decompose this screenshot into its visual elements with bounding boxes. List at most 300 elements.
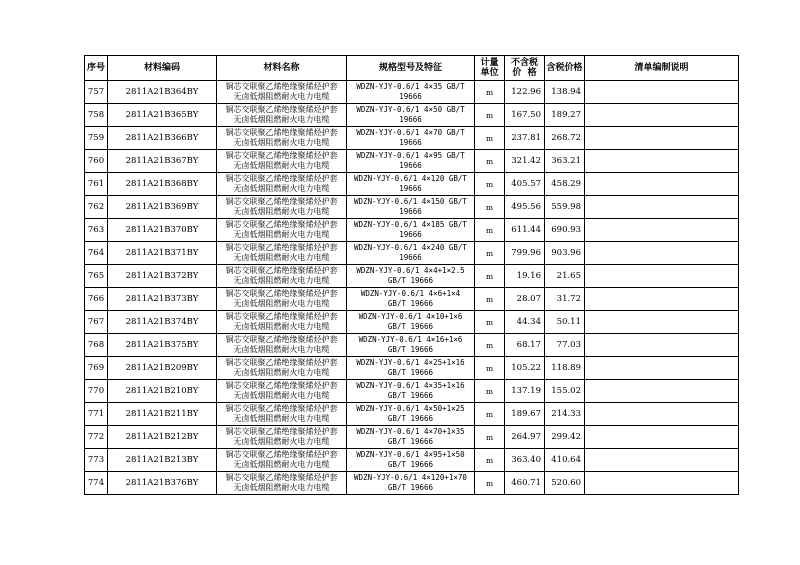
cell-price-in-text: 268.72 <box>551 133 581 143</box>
cell-price-in <box>545 242 585 265</box>
cell-note <box>585 311 739 334</box>
cell-spec <box>347 196 475 219</box>
cell-name <box>217 449 347 472</box>
cell-unit-text: m <box>485 363 494 373</box>
table-row <box>85 219 739 242</box>
cell-note <box>585 150 739 173</box>
cell-spec-text: GB/T 19666 <box>387 483 434 492</box>
cell-unit-text: m <box>485 202 494 212</box>
cell-seq <box>85 265 108 288</box>
cell-seq-text: 774 <box>87 478 105 488</box>
cell-name-text: 铜芯交联聚乙烯绝缘聚烯烃护套 <box>225 243 338 252</box>
cell-price-ex-text: 611.44 <box>511 225 541 235</box>
cell-name-text: 无卤低烟阻燃耐火电力电缆 <box>233 276 330 285</box>
cell-spec-text: 19666 <box>399 207 422 216</box>
cell-price-in <box>545 173 585 196</box>
cell-unit-text: m <box>485 87 494 97</box>
header-note: 清单编制说明 <box>585 56 739 81</box>
cell-name <box>217 173 347 196</box>
cell-price-ex <box>505 288 545 311</box>
cell-seq <box>85 242 108 265</box>
cell-unit-text: m <box>485 386 494 396</box>
table-row <box>85 357 739 380</box>
cell-name <box>217 334 347 357</box>
header-price-ex <box>505 56 545 81</box>
cell-price-in-text: 690.93 <box>551 225 581 235</box>
cell-price-in-text: 118.89 <box>551 363 581 373</box>
cell-spec-text: WDZN-YJY-0.6/1 4×70+1×35 <box>356 427 465 436</box>
cell-name-text: 无卤低烟阻燃耐火电力电缆 <box>233 414 330 423</box>
cell-unit-text: m <box>485 340 494 350</box>
cell-seq-text: 766 <box>87 294 105 304</box>
cell-name <box>217 472 347 495</box>
cell-spec-text: GB/T 19666 <box>387 391 434 400</box>
cell-seq-text: 762 <box>87 202 105 212</box>
table-row <box>85 380 739 403</box>
cell-price-in <box>545 104 585 127</box>
cell-price-in <box>545 380 585 403</box>
cell-name <box>217 357 347 380</box>
cell-spec <box>347 150 475 173</box>
cell-spec-text: WDZN-YJY-0.6/1 4×185 GB/T <box>354 220 467 229</box>
cell-note <box>585 81 739 104</box>
cell-spec <box>347 403 475 426</box>
cell-price-in-text: 903.96 <box>551 248 581 258</box>
cell-code-text: 2811A21B364BY <box>125 87 199 97</box>
cell-code-text: 2811A21B365BY <box>125 110 199 120</box>
cell-name-text: 无卤低烟阻燃耐火电力电缆 <box>233 322 330 331</box>
cell-price-ex <box>505 472 545 495</box>
cell-price-ex <box>505 81 545 104</box>
cell-code <box>108 150 217 173</box>
cell-code <box>108 426 217 449</box>
cell-seq-text: 770 <box>87 386 105 396</box>
cell-spec-text: WDZN-YJY-0.6/1 4×50 GB/T <box>356 105 465 114</box>
cell-name-text: 铜芯交联聚乙烯绝缘聚烯烃护套 <box>225 266 338 275</box>
cell-unit <box>475 472 505 495</box>
cell-unit-text: m <box>485 455 494 465</box>
cell-price-ex-text: 264.97 <box>511 432 541 442</box>
cell-spec-text: WDZN-YJY-0.6/1 4×120+1×70 <box>354 473 467 482</box>
cell-unit-text: m <box>485 478 494 488</box>
cell-spec-text: 19666 <box>399 230 422 239</box>
cell-price-ex <box>505 104 545 127</box>
cell-price-in-text: 50.11 <box>556 317 581 327</box>
cell-price-in-text: 559.98 <box>551 202 581 212</box>
header-price-ex-line1: 不含税 <box>510 58 538 68</box>
cell-price-in <box>545 150 585 173</box>
cell-note <box>585 288 739 311</box>
cell-price-in-text: 520.60 <box>551 478 581 488</box>
header-unit-line1: 计量 <box>480 58 499 68</box>
cell-name <box>217 380 347 403</box>
cell-name <box>217 288 347 311</box>
cell-code <box>108 357 217 380</box>
cell-spec-text: 19666 <box>399 184 422 193</box>
cell-seq-text: 759 <box>87 133 105 143</box>
table-row <box>85 403 739 426</box>
cell-spec-text: WDZN-YJY-0.6/1 4×120 GB/T <box>354 174 467 183</box>
cell-spec-text: GB/T 19666 <box>387 437 434 446</box>
cell-seq <box>85 449 108 472</box>
cell-name-text: 无卤低烟阻燃耐火电力电缆 <box>233 138 330 147</box>
cell-price-in <box>545 265 585 288</box>
cell-code-text: 2811A21B367BY <box>125 156 199 166</box>
cell-price-ex-text: 363.40 <box>511 455 541 465</box>
header-code: 材料编码 <box>108 56 217 81</box>
cell-name-text: 铜芯交联聚乙烯绝缘聚烯烃护套 <box>225 427 338 436</box>
cell-name-text: 铜芯交联聚乙烯绝缘聚烯烃护套 <box>225 197 338 206</box>
cell-price-ex <box>505 357 545 380</box>
cell-price-ex <box>505 150 545 173</box>
cell-spec-text: GB/T 19666 <box>387 368 434 377</box>
cell-note <box>585 426 739 449</box>
cell-code <box>108 449 217 472</box>
cell-name-text: 无卤低烟阻燃耐火电力电缆 <box>233 92 330 101</box>
cell-name-text: 铜芯交联聚乙烯绝缘聚烯烃护套 <box>225 128 338 137</box>
cell-unit-text: m <box>485 409 494 419</box>
cell-code <box>108 403 217 426</box>
cell-price-ex <box>505 334 545 357</box>
cell-spec-text: GB/T 19666 <box>387 322 434 331</box>
cell-unit <box>475 426 505 449</box>
cell-name-text: 无卤低烟阻燃耐火电力电缆 <box>233 161 330 170</box>
cell-spec <box>347 426 475 449</box>
header-spec: 规格型号及特征 <box>347 56 475 81</box>
cell-code <box>108 127 217 150</box>
cell-spec <box>347 104 475 127</box>
cell-name <box>217 150 347 173</box>
cell-seq-text: 768 <box>87 340 105 350</box>
cell-seq <box>85 472 108 495</box>
cell-name-text: 铜芯交联聚乙烯绝缘聚烯烃护套 <box>225 105 338 114</box>
cell-code-text: 2811A21B375BY <box>125 340 199 350</box>
cell-price-ex-text: 68.17 <box>516 340 541 350</box>
cell-name-text: 无卤低烟阻燃耐火电力电缆 <box>233 345 330 354</box>
cell-spec-text: GB/T 19666 <box>387 299 434 308</box>
cell-price-in <box>545 426 585 449</box>
cell-unit <box>475 449 505 472</box>
cell-name <box>217 403 347 426</box>
cell-name-text: 无卤低烟阻燃耐火电力电缆 <box>233 483 330 492</box>
cell-code <box>108 173 217 196</box>
cell-name-text: 铜芯交联聚乙烯绝缘聚烯烃护套 <box>225 358 338 367</box>
cell-code-text: 2811A21B374BY <box>125 317 199 327</box>
cell-code-text: 2811A21B372BY <box>125 271 199 281</box>
cell-spec <box>347 288 475 311</box>
cell-unit <box>475 311 505 334</box>
cell-spec-text: WDZN-YJY-0.6/1 4×70 GB/T <box>356 128 465 137</box>
cell-code <box>108 380 217 403</box>
cell-spec-text: 19666 <box>399 161 422 170</box>
cell-code-text: 2811A21B212BY <box>125 432 199 442</box>
cell-name-text: 无卤低烟阻燃耐火电力电缆 <box>233 460 330 469</box>
cell-unit <box>475 104 505 127</box>
cell-spec-text: 19666 <box>399 92 422 101</box>
cell-name-text: 铜芯交联聚乙烯绝缘聚烯烃护套 <box>225 450 338 459</box>
cell-name-text: 无卤低烟阻燃耐火电力电缆 <box>233 230 330 239</box>
cell-unit-text: m <box>485 317 494 327</box>
table-row <box>85 150 739 173</box>
cell-code-text: 2811A21B370BY <box>125 225 199 235</box>
cell-price-in <box>545 334 585 357</box>
cell-name-text: 无卤低烟阻燃耐火电力电缆 <box>233 391 330 400</box>
cell-spec-text: WDZN-YJY-0.6/1 4×35+1×16 <box>356 381 465 390</box>
cell-unit <box>475 150 505 173</box>
cell-price-in <box>545 311 585 334</box>
table-body <box>85 81 739 495</box>
cell-seq-text: 767 <box>87 317 105 327</box>
cell-note <box>585 265 739 288</box>
cell-price-ex-text: 137.19 <box>511 386 541 396</box>
cell-price-in-text: 138.94 <box>551 87 581 97</box>
cell-code-text: 2811A21B213BY <box>125 455 199 465</box>
cell-price-ex-text: 122.96 <box>511 87 541 97</box>
cell-spec <box>347 357 475 380</box>
cell-note <box>585 449 739 472</box>
cell-unit-text: m <box>485 133 494 143</box>
cell-seq <box>85 357 108 380</box>
cell-seq-text: 758 <box>87 110 105 120</box>
cell-seq <box>85 127 108 150</box>
cell-price-in-text: 299.42 <box>551 432 581 442</box>
cell-price-in-text: 31.72 <box>556 294 581 304</box>
cell-price-in-text: 77.03 <box>556 340 581 350</box>
table-row <box>85 449 739 472</box>
cell-price-in <box>545 81 585 104</box>
cell-price-in <box>545 403 585 426</box>
cell-code <box>108 196 217 219</box>
cell-spec-text: WDZN-YJY-0.6/1 4×95+1×50 <box>356 450 465 459</box>
table-row <box>85 265 739 288</box>
cell-seq <box>85 311 108 334</box>
header-price-in: 含税价格 <box>545 56 585 81</box>
cell-name <box>217 219 347 242</box>
cell-price-ex-text: 321.42 <box>511 156 541 166</box>
cell-name-text: 铜芯交联聚乙烯绝缘聚烯烃护套 <box>225 174 338 183</box>
cell-price-ex-text: 405.57 <box>511 179 541 189</box>
cell-price-in-text: 214.33 <box>551 409 581 419</box>
cell-name <box>217 104 347 127</box>
cell-note <box>585 219 739 242</box>
cell-spec <box>347 81 475 104</box>
cell-code <box>108 334 217 357</box>
cell-spec <box>347 173 475 196</box>
cell-spec-text: WDZN-YJY-0.6/1 4×6+1×4 <box>360 289 461 298</box>
cell-note <box>585 357 739 380</box>
header-unit-line2: 单位 <box>480 68 499 78</box>
cell-seq <box>85 81 108 104</box>
cell-price-ex <box>505 219 545 242</box>
table-row <box>85 311 739 334</box>
cell-price-ex-text: 189.67 <box>511 409 541 419</box>
cell-spec-text: WDZN-YJY-0.6/1 4×150 GB/T <box>354 197 467 206</box>
header-name: 材料名称 <box>217 56 347 81</box>
cell-spec-text: GB/T 19666 <box>387 276 434 285</box>
cell-price-ex-text: 237.81 <box>511 133 541 143</box>
cell-unit-text: m <box>485 294 494 304</box>
cell-code-text: 2811A21B209BY <box>125 363 199 373</box>
cell-code <box>108 242 217 265</box>
cell-code-text: 2811A21B366BY <box>125 133 199 143</box>
cell-price-ex <box>505 127 545 150</box>
cell-spec-text: 19666 <box>399 138 422 147</box>
table-row <box>85 127 739 150</box>
cell-price-ex-text: 105.22 <box>511 363 541 373</box>
cell-unit <box>475 380 505 403</box>
cell-price-ex-text: 44.34 <box>516 317 541 327</box>
cell-price-ex <box>505 311 545 334</box>
cell-price-in-text: 458.29 <box>551 179 581 189</box>
cell-seq <box>85 403 108 426</box>
cell-name-text: 铜芯交联聚乙烯绝缘聚烯烃护套 <box>225 312 338 321</box>
cell-seq-text: 769 <box>87 363 105 373</box>
cell-price-in <box>545 288 585 311</box>
cell-spec <box>347 242 475 265</box>
cell-name-text: 铜芯交联聚乙烯绝缘聚烯烃护套 <box>225 381 338 390</box>
table-row <box>85 81 739 104</box>
cell-note <box>585 334 739 357</box>
cell-unit <box>475 173 505 196</box>
cell-unit <box>475 219 505 242</box>
header-price-ex-line2: 价 格 <box>512 68 537 78</box>
cell-note <box>585 472 739 495</box>
cell-code <box>108 311 217 334</box>
cell-unit <box>475 334 505 357</box>
cell-name-text: 无卤低烟阻燃耐火电力电缆 <box>233 299 330 308</box>
cell-code <box>108 104 217 127</box>
cell-spec-text: WDZN-YJY-0.6/1 4×95 GB/T <box>356 151 465 160</box>
cell-code <box>108 81 217 104</box>
cell-price-ex <box>505 173 545 196</box>
cell-price-in <box>545 219 585 242</box>
cell-spec <box>347 380 475 403</box>
cell-price-ex-text: 19.16 <box>516 271 541 281</box>
cell-price-in <box>545 127 585 150</box>
cell-price-ex <box>505 403 545 426</box>
cell-seq-text: 761 <box>87 179 105 189</box>
cell-name-text: 无卤低烟阻燃耐火电力电缆 <box>233 184 330 193</box>
cell-unit-text: m <box>485 156 494 166</box>
cell-spec-text: GB/T 19666 <box>387 345 434 354</box>
cell-name-text: 铜芯交联聚乙烯绝缘聚烯烃护套 <box>225 335 338 344</box>
table-row <box>85 173 739 196</box>
cell-name-text: 无卤低烟阻燃耐火电力电缆 <box>233 115 330 124</box>
cell-price-in-text: 363.21 <box>551 156 581 166</box>
cell-price-ex-text: 460.71 <box>511 478 541 488</box>
table-row <box>85 288 739 311</box>
cell-note <box>585 173 739 196</box>
cell-spec-text: WDZN-YJY-0.6/1 4×25+1×16 <box>356 358 465 367</box>
table-row <box>85 196 739 219</box>
cell-spec <box>347 311 475 334</box>
cell-spec <box>347 472 475 495</box>
cell-price-ex <box>505 380 545 403</box>
cell-spec-text: GB/T 19666 <box>387 414 434 423</box>
cell-code <box>108 472 217 495</box>
cell-spec <box>347 265 475 288</box>
cell-name-text: 铜芯交联聚乙烯绝缘聚烯烃护套 <box>225 151 338 160</box>
cell-price-in <box>545 449 585 472</box>
cell-spec-text: GB/T 19666 <box>387 460 434 469</box>
cell-spec <box>347 334 475 357</box>
cell-spec-text: 19666 <box>399 115 422 124</box>
cell-price-in-text: 189.27 <box>551 110 581 120</box>
cell-unit <box>475 288 505 311</box>
cell-seq <box>85 219 108 242</box>
cell-code-text: 2811A21B211BY <box>125 409 199 419</box>
cell-name <box>217 196 347 219</box>
cell-seq-text: 772 <box>87 432 105 442</box>
cell-spec <box>347 127 475 150</box>
cell-price-ex <box>505 242 545 265</box>
cell-name-text: 无卤低烟阻燃耐火电力电缆 <box>233 253 330 262</box>
table-row <box>85 242 739 265</box>
cell-seq-text: 763 <box>87 225 105 235</box>
cell-note <box>585 196 739 219</box>
cell-unit-text: m <box>485 271 494 281</box>
cell-unit <box>475 81 505 104</box>
cell-name <box>217 81 347 104</box>
cell-name-text: 铜芯交联聚乙烯绝缘聚烯烃护套 <box>225 404 338 413</box>
cell-seq-text: 757 <box>87 87 105 97</box>
header-row <box>85 56 739 81</box>
cell-unit-text: m <box>485 432 494 442</box>
cell-code-text: 2811A21B210BY <box>125 386 199 396</box>
cell-code <box>108 219 217 242</box>
cell-spec-text: WDZN-YJY-0.6/1 4×16+1×6 <box>358 335 463 344</box>
table-row <box>85 334 739 357</box>
table-row <box>85 472 739 495</box>
cell-code-text: 2811A21B369BY <box>125 202 199 212</box>
cell-spec-text: WDZN-YJY-0.6/1 4×35 GB/T <box>356 82 465 91</box>
cell-price-in-text: 155.02 <box>551 386 581 396</box>
cell-price-ex <box>505 426 545 449</box>
cell-price-in <box>545 196 585 219</box>
cell-seq-text: 764 <box>87 248 105 258</box>
cell-price-in <box>545 472 585 495</box>
cell-code <box>108 288 217 311</box>
cell-spec <box>347 219 475 242</box>
table-row <box>85 426 739 449</box>
cell-seq-text: 765 <box>87 271 105 281</box>
header-unit <box>475 56 505 81</box>
cell-spec-text: WDZN-YJY-0.6/1 4×10+1×6 <box>358 312 463 321</box>
cell-note <box>585 127 739 150</box>
cell-price-in-text: 21.65 <box>556 271 581 281</box>
cell-spec-text: 19666 <box>399 253 422 262</box>
cell-name-text: 无卤低烟阻燃耐火电力电缆 <box>233 437 330 446</box>
cell-unit-text: m <box>485 110 494 120</box>
cell-seq <box>85 104 108 127</box>
cell-unit <box>475 357 505 380</box>
cell-name-text: 无卤低烟阻燃耐火电力电缆 <box>233 368 330 377</box>
header-seq: 序号 <box>85 56 108 81</box>
cell-name-text: 铜芯交联聚乙烯绝缘聚烯烃护套 <box>225 82 338 91</box>
cell-price-ex <box>505 196 545 219</box>
cell-code-text: 2811A21B373BY <box>125 294 199 304</box>
cell-code-text: 2811A21B376BY <box>125 478 199 488</box>
cell-name-text: 无卤低烟阻燃耐火电力电缆 <box>233 207 330 216</box>
price-list-table <box>84 55 739 495</box>
cell-price-in-text: 410.64 <box>551 455 581 465</box>
cell-unit <box>475 265 505 288</box>
cell-unit <box>475 196 505 219</box>
cell-spec-text: WDZN-YJY-0.6/1 4×4+1×2.5 <box>356 266 465 275</box>
cell-note <box>585 403 739 426</box>
cell-seq-text: 760 <box>87 156 105 166</box>
cell-name <box>217 265 347 288</box>
